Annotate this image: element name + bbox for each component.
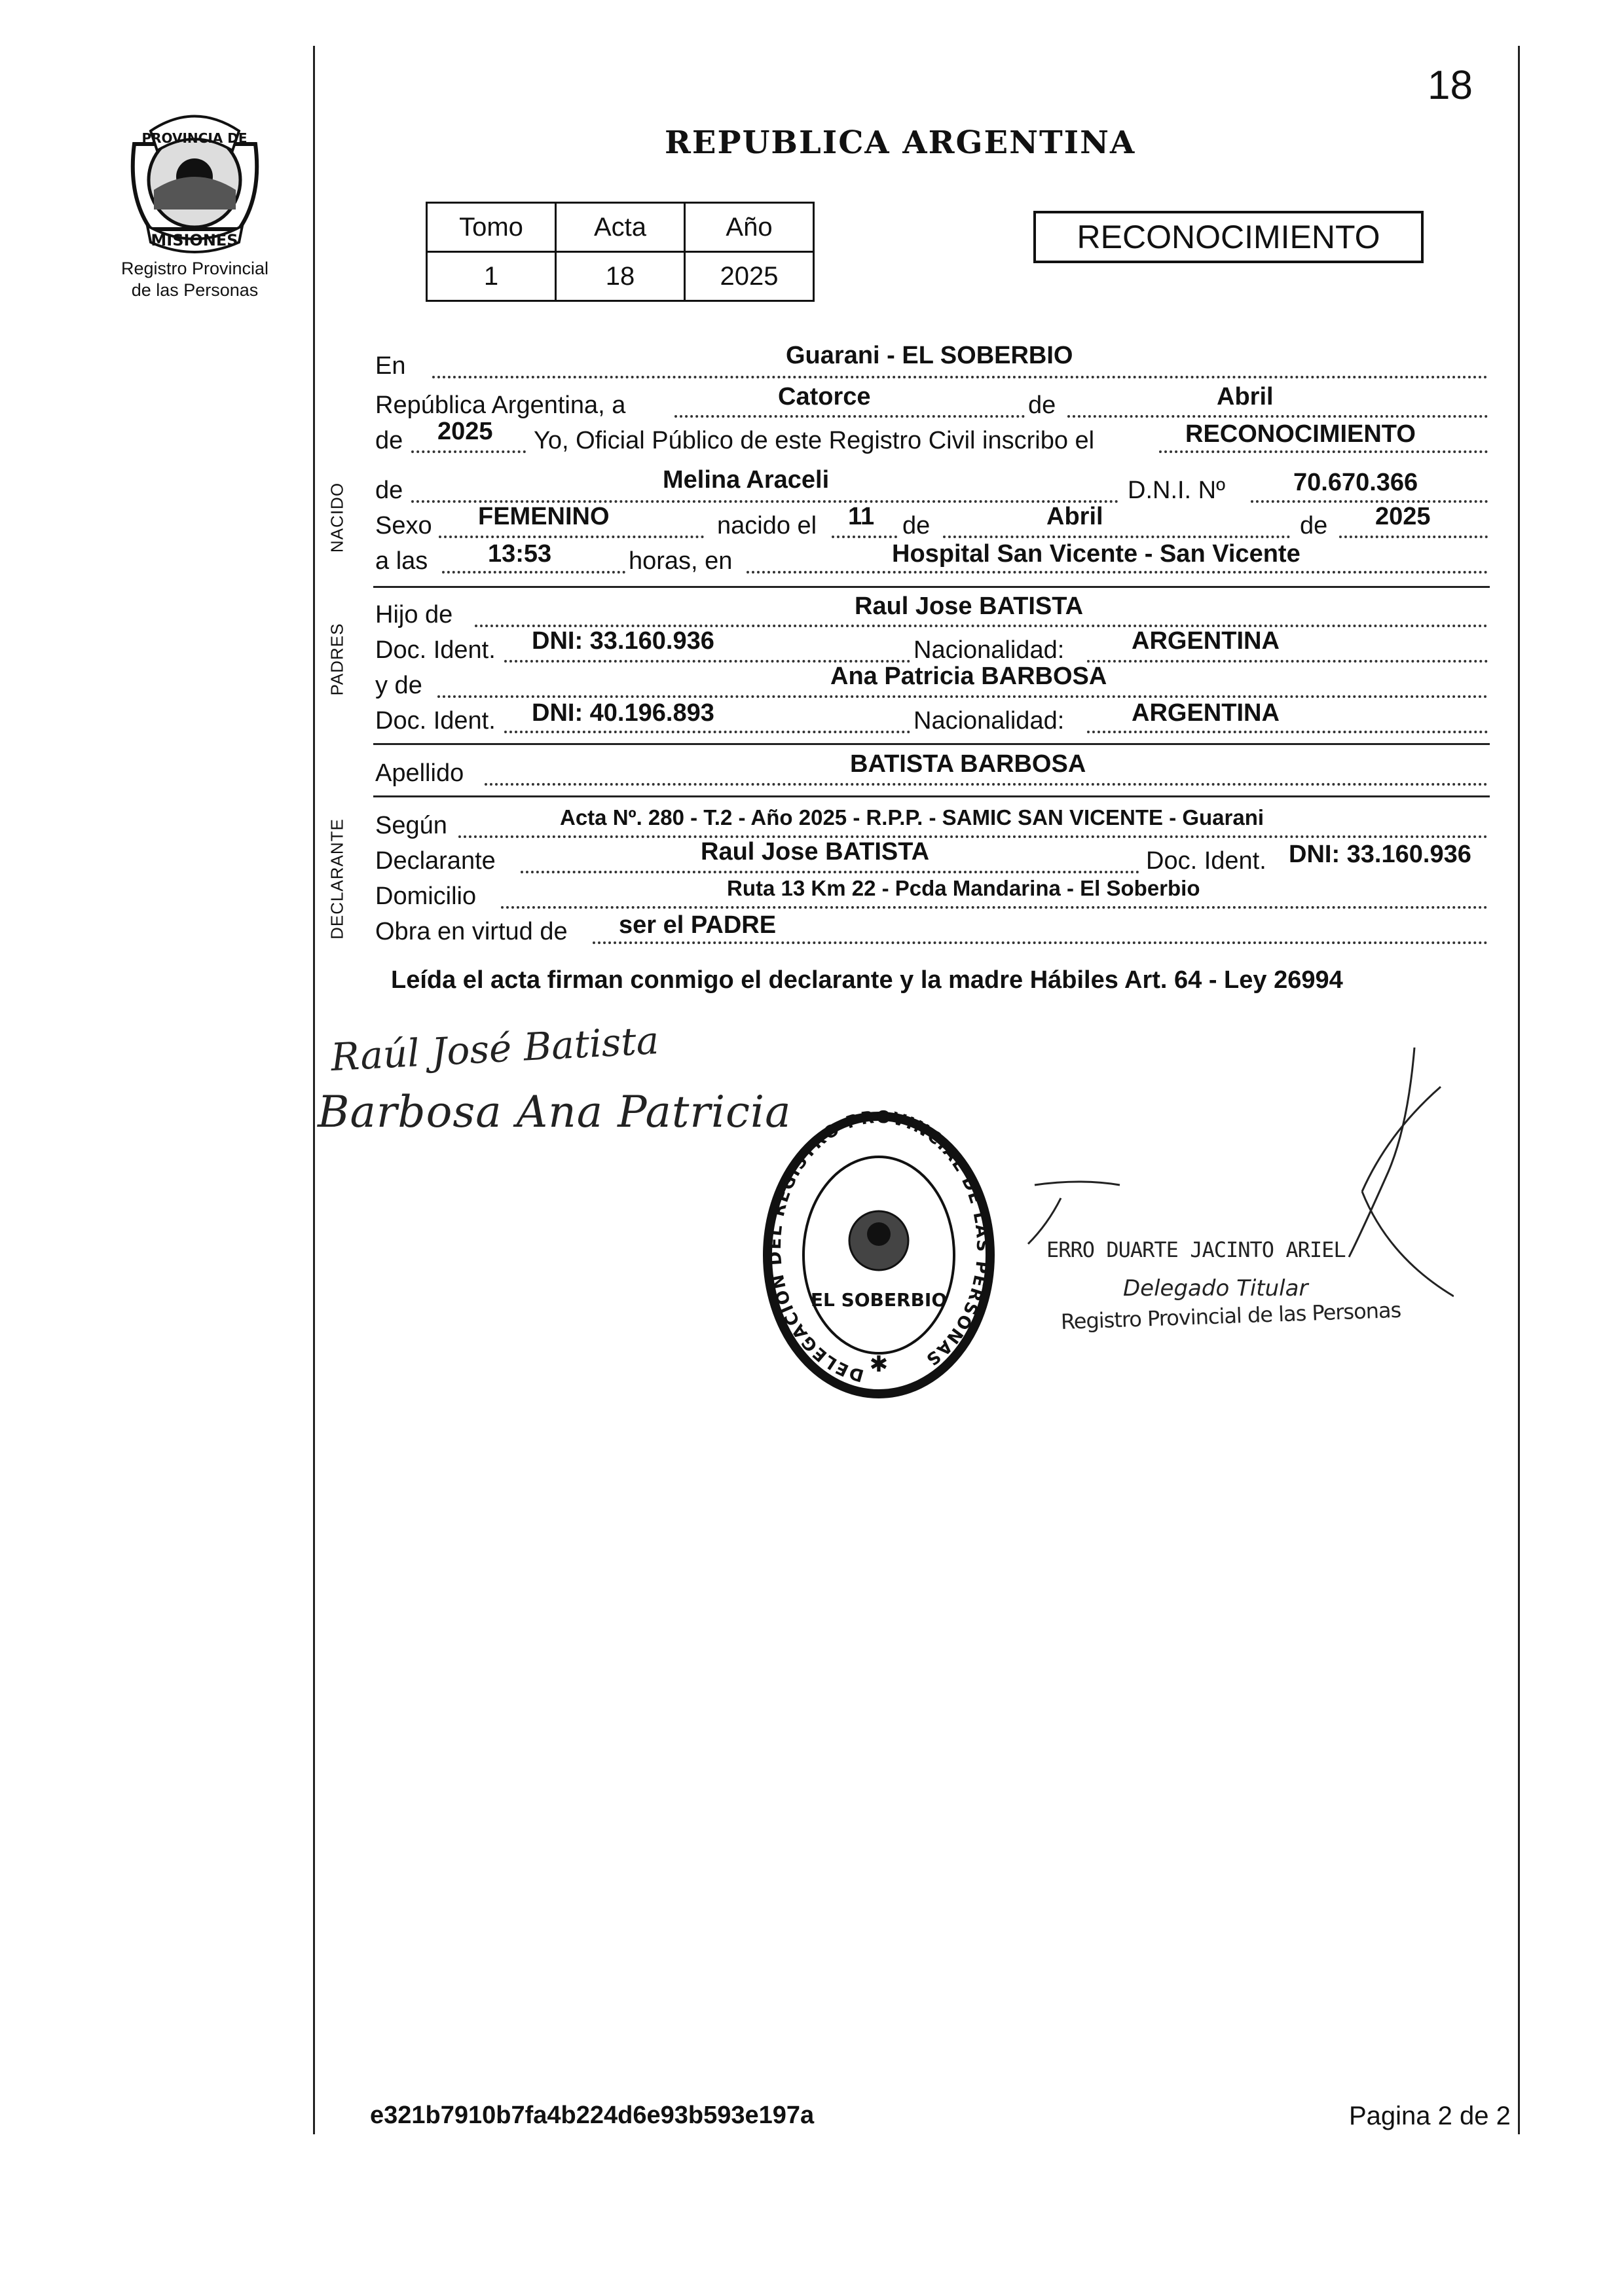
province-logo — [121, 105, 268, 259]
birth-month: Abril — [1046, 503, 1103, 530]
official-name: ERRO DUARTE JACINTO ARIEL — [1046, 1237, 1346, 1262]
father-nac-label: Nacionalidad: — [913, 636, 1065, 664]
hijo-label: Hijo de — [375, 601, 453, 629]
sexo-dots — [439, 536, 704, 538]
birth-place: Hospital San Vicente - San Vicente — [892, 540, 1301, 568]
seal-center-text: EL SOBERBIO — [810, 1289, 948, 1311]
document-hash: e321b7910b7fa4b224d6e93b593e197a — [370, 2102, 815, 2129]
domicilio-value: Ruta 13 Km 22 - Pcda Mandarina - El Soberbio — [727, 876, 1200, 900]
child-name: Melina Araceli — [663, 466, 830, 494]
segun-dots — [458, 835, 1488, 838]
logo-bottom-text: MISIONES — [151, 231, 238, 249]
mother-doc: DNI: 40.196.893 — [532, 699, 714, 727]
place-value: Guarani - EL SOBERBIO — [786, 342, 1073, 369]
declarante-label: Declarante — [375, 847, 496, 875]
father-name: Raul Jose BATISTA — [855, 592, 1084, 620]
sexo-label: Sexo — [375, 512, 432, 539]
declarante-section-label: DECLARANTE — [327, 818, 347, 939]
registry-line-2: de las Personas — [131, 280, 259, 300]
father-doc: DNI: 33.160.936 — [532, 627, 714, 655]
sexo-value: FEMENINO — [478, 503, 610, 530]
signature-father: Raúl José Batista — [329, 1017, 660, 1080]
declarante-doc-label: Doc. Ident. — [1146, 847, 1266, 875]
father-nac-dots — [1087, 660, 1488, 663]
declarante-doc: DNI: 33.160.936 — [1289, 841, 1471, 868]
birth-place-dots — [747, 571, 1488, 574]
registry-seal — [763, 1110, 995, 1401]
record-table — [426, 202, 815, 302]
place-dots — [432, 376, 1488, 378]
day-dots — [674, 415, 1025, 418]
mother-nac-label: Nacionalidad: — [913, 707, 1065, 735]
month-dots — [1067, 415, 1488, 418]
seal-ring-text: DELEGACION DEL REGISTRO PROVINCIAL DE LAS PERSONAS — [765, 1110, 993, 1385]
logo-top-text: PROVINCIA DE — [141, 130, 248, 146]
right-margin-line — [1518, 46, 1520, 2134]
apellido-value: BATISTA BARBOSA — [850, 750, 1086, 778]
father-nationality: ARGENTINA — [1132, 627, 1280, 655]
official-office: Registro Provincial de las Personas — [1060, 1297, 1401, 1334]
divider-padres — [373, 743, 1490, 745]
declarante-dots — [521, 871, 1139, 873]
obra-label: Obra en virtud de — [375, 918, 568, 945]
birth-year-dots — [1339, 536, 1488, 538]
seal-star-icon: ✱ — [869, 1351, 889, 1377]
en-label: En — [375, 352, 406, 380]
table-header-anio: Año — [685, 203, 814, 252]
nacido-label: nacido el — [717, 512, 817, 539]
de-label: de — [1028, 392, 1056, 419]
left-margin-line — [313, 46, 315, 2134]
act-type-box: RECONOCIMIENTO — [1033, 211, 1424, 263]
table-value-anio: 2025 — [685, 252, 814, 301]
birth-day-dots — [832, 536, 897, 538]
mother-doc-dots — [504, 731, 910, 733]
mother-nac-dots — [1087, 731, 1488, 733]
apellido-dots — [485, 783, 1488, 786]
nacido-de-label-2: de — [902, 512, 931, 539]
domicilio-dots — [501, 906, 1488, 909]
act-dots — [1159, 450, 1488, 453]
yde-label: y de — [375, 672, 422, 699]
dni-label: D.N.I. Nº — [1128, 477, 1225, 504]
month-value: Abril — [1217, 383, 1274, 410]
registry-line-1: Registro Provincial — [120, 259, 269, 278]
table-header-tomo: Tomo — [427, 203, 556, 252]
nacido-de-label-3: de — [1300, 512, 1328, 539]
official-title: Delegado Titular — [1123, 1275, 1308, 1302]
nacido-section-label: NACIDO — [327, 482, 347, 553]
closing-statement: Leída el acta firman conmigo el declarante y la madre Hábiles Art. 64 - Ley 26994 — [391, 966, 1343, 994]
year-dots — [411, 450, 526, 453]
mother-dots — [437, 695, 1488, 698]
birth-year: 2025 — [1375, 503, 1431, 530]
table-value-acta: 18 — [556, 252, 685, 301]
act-value: RECONOCIMIENTO — [1185, 420, 1416, 448]
obra-value: ser el PADRE — [619, 911, 777, 939]
obra-dots — [593, 941, 1488, 944]
mother-doc-label: Doc. Ident. — [375, 707, 496, 735]
horas-label: horas, en — [629, 547, 733, 575]
signature-mother: Barbosa Ana Patricia — [318, 1087, 792, 1137]
year-value: 2025 — [437, 418, 493, 445]
child-dni: 70.670.366 — [1293, 469, 1418, 496]
segun-value: Acta Nº. 280 - T.2 - Año 2025 - R.P.P. - SAMIC SAN VICENTE - Guarani — [560, 805, 1264, 829]
birth-month-dots — [943, 536, 1290, 538]
apellido-label: Apellido — [375, 759, 464, 787]
mother-name: Ana Patricia BARBOSA — [830, 663, 1107, 690]
a-las-label: a las — [375, 547, 428, 575]
mother-nationality: ARGENTINA — [1132, 699, 1280, 727]
page-number: 18 — [1428, 63, 1473, 108]
birth-day: 11 — [848, 503, 875, 530]
table-header-acta: Acta — [556, 203, 685, 252]
time-dots — [442, 571, 625, 574]
nacido-de-label: de — [375, 477, 403, 504]
table-value-tomo: 1 — [427, 252, 556, 301]
declarante-value: Raul Jose BATISTA — [701, 838, 930, 866]
divider-nacido — [373, 586, 1490, 588]
dni-dots — [1251, 500, 1488, 503]
day-value: Catorce — [778, 383, 871, 410]
divider-apellido — [373, 795, 1490, 797]
republic-label: República Argentina, a — [375, 392, 626, 419]
de-label-2: de — [375, 427, 403, 454]
segun-label: Según — [375, 812, 447, 839]
pagination: Pagina 2 de 2 — [1349, 2102, 1511, 2130]
birth-time: 13:53 — [488, 540, 552, 568]
padres-section-label: PADRES — [327, 623, 347, 696]
page-title: REPUBLICA ARGENTINA — [665, 124, 1136, 161]
domicilio-label: Domicilio — [375, 883, 477, 910]
father-doc-label: Doc. Ident. — [375, 636, 496, 664]
officer-text: Yo, Oficial Público de este Registro Civil inscribo el — [534, 427, 1095, 454]
